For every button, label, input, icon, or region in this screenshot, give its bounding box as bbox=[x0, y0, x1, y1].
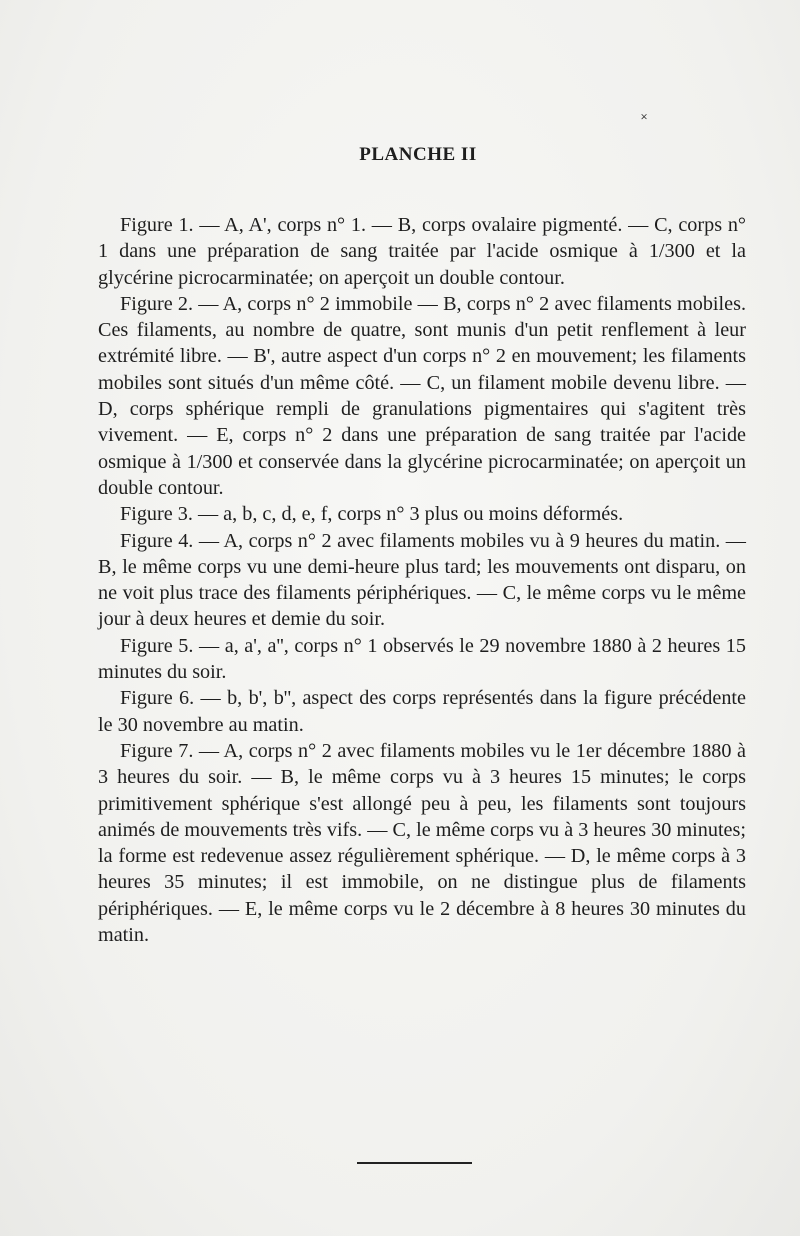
figure-3-description: Figure 3. — a, b, c, d, e, f, corps n° 3 plus ou moins déformés. bbox=[120, 503, 624, 526]
figure-1-description: Figure 1. — A, A', corps n° 1. — B, corps ovalaire pigmenté. — C, corps n° 1 dans une préparation de sang traitée par l'acide osmique à 1/300 et la glycérine picrocarminatée; on aperçoit un double contour. bbox=[98, 214, 746, 289]
page-title: PLANCHE II bbox=[359, 144, 477, 165]
stray-mark-icon: ˟ bbox=[641, 112, 648, 129]
figure-descriptions bbox=[98, 212, 746, 948]
section-divider bbox=[357, 1162, 472, 1164]
figure-6-description: Figure 6. — b, b', b'', aspect des corps représentés dans la figure précédente le 30 novembre au matin. bbox=[98, 687, 746, 736]
figure-5-description: Figure 5. — a, a', a'', corps n° 1 observés le 29 novembre 1880 à 2 heures 15 minutes du soir. bbox=[98, 634, 746, 684]
figure-4-description: Figure 4. — A, corps n° 2 avec filaments mobiles vu à 9 heures du matin. — B, le même corps vu une demi-heure plus tard; les mouvements ont disparu, on ne voit plus trace des filaments périphériques. — C, le même corps vu le même jour à deux heures et demie du soir. bbox=[98, 529, 746, 631]
figure-7-description: Figure 7. — A, corps n° 2 avec filaments mobiles vu le 1er décembre 1880 à 3 heures du soir. — B, le même corps vu à 3 heures 15 minutes; le corps primitivement sphérique s'est allongé peu à peu, les filaments sont toujours animés de mouvements très vifs. — C, le même corps vu à 3 heures 30 minutes; la forme est redevenue assez régulièrement sphérique. — D, le même corps à 3 heures 35 minutes; il est immobile, on ne distingue plus de filaments périphériques. — E, le même corps vu le 2 décembre à 8 heures 30 minutes du matin. bbox=[98, 739, 746, 947]
figure-2-description: Figure 2. — A, corps n° 2 immobile — B, corps n° 2 avec filaments mobiles. Ces filaments, au nombre de quatre, sont munis d'un petit renflement à leur extrémité libre. — B', autre aspect d'un corps n° 2 en mouvement; les filaments mobiles sont situés d'un même côté. — C, un filament mobile devenu libre. — D, corps sphérique rempli de granulations pigmentaires qui s'agitent très vivement. — E, corps n° 2 dans une préparation de sang traitée par l'acide osmique à 1/300 et conservée dans la glycérine picrocarminatée; on aperçoit un double contour. bbox=[98, 292, 746, 499]
